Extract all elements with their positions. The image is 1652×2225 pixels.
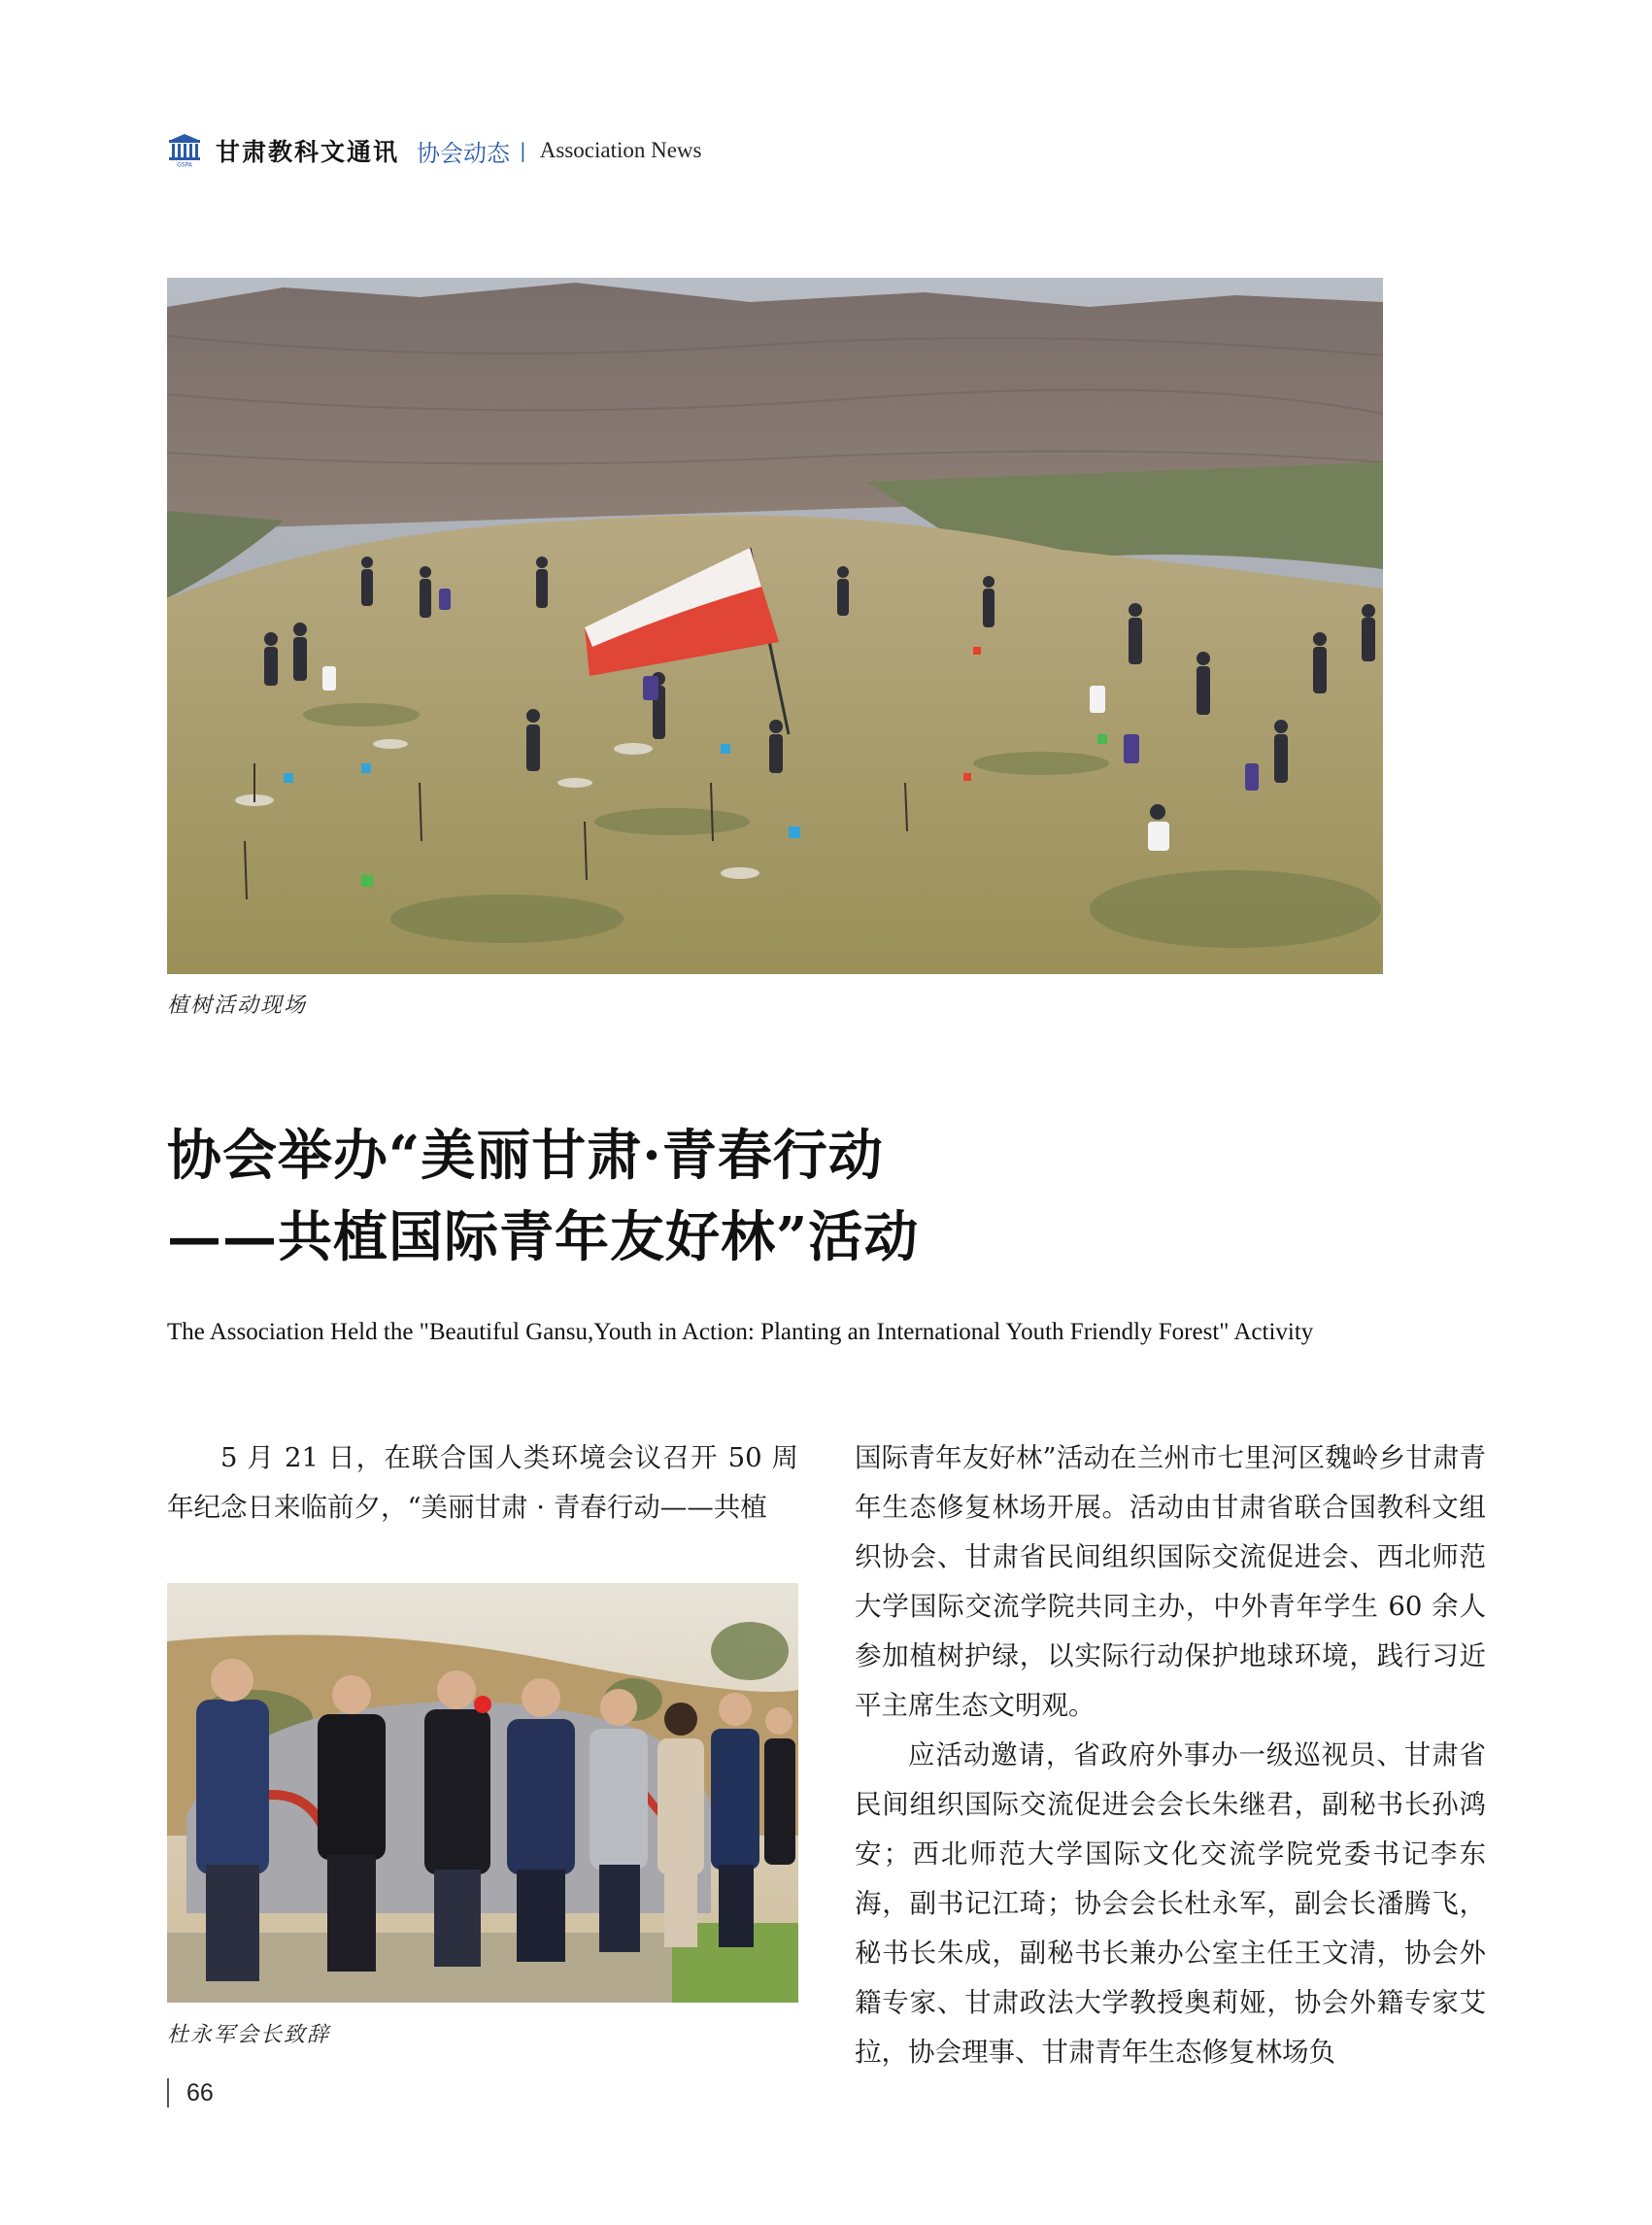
page-number-text: 66 [186, 2078, 214, 2107]
right-paragraph-2: 应活动邀请，省政府外事办一级巡视员、甘肃省民间组织国际交流促进会会长朱继君，副秘书长孙鸿安；西北师范大学国际文化交流学院党委书记李东海，副书记江琦；协会会长杜永军，副会长潘腾飞，秘书长朱成，副秘书长兼办公室主任王文清，协会外籍专家、甘肃政法大学教授奥莉娅，协会外籍专家艾拉，协会理事、甘肃青年生态修复林场负 [855, 1739, 1486, 2068]
page-number-bar [167, 2078, 169, 2107]
page-number [167, 2078, 214, 2107]
left-column [167, 1433, 798, 1533]
article-subtitle-en: The Association Held the "Beautiful Gansu,Youth in Action: Planting an International Youth Friendly Forest" Activity [167, 1319, 1314, 1345]
section-name-en: Association News [539, 138, 702, 162]
svg-text:GSPA: GSPA [177, 161, 192, 167]
bottom-photo-caption: 杜永军会长致辞 [167, 2023, 331, 2047]
right-paragraph-1: 国际青年友好林”活动在兰州市七里河区魏岭乡甘肃青年生态修复林场开展。活动由甘肃省联合国教科文组织协会、甘肃省民间组织国际交流促进会、西北师范大学国际交流学院共同主办，中外青年学生 60 余人参加植树护绿，以实际行动保护地球环境，践行习近平主席生态文明观。 [855, 1442, 1486, 1721]
article-title-line2: ——共植国际青年友好林”活动 [167, 1205, 920, 1269]
magazine-name: 甘肃教科文通讯 [216, 138, 400, 166]
right-column [855, 1433, 1486, 2077]
article-title [167, 1115, 1430, 1278]
left-paragraph: 5 月 21 日，在联合国人类环境会议召开 50 周年纪念日来临前夕，“美丽甘肃 · 青春行动——共植 [167, 1442, 798, 1523]
top-photo-caption: 植树活动现场 [167, 994, 308, 1018]
tree-planting-photo [167, 278, 1383, 974]
page-header [167, 131, 702, 170]
section-separator: | [520, 139, 526, 162]
speech-photo [167, 1583, 798, 2003]
association-logo-icon [167, 134, 202, 167]
article-title-line1: 协会举办“美丽甘肃·青春行动 [167, 1124, 884, 1188]
section-name-cn: 协会动态 [417, 139, 511, 167]
